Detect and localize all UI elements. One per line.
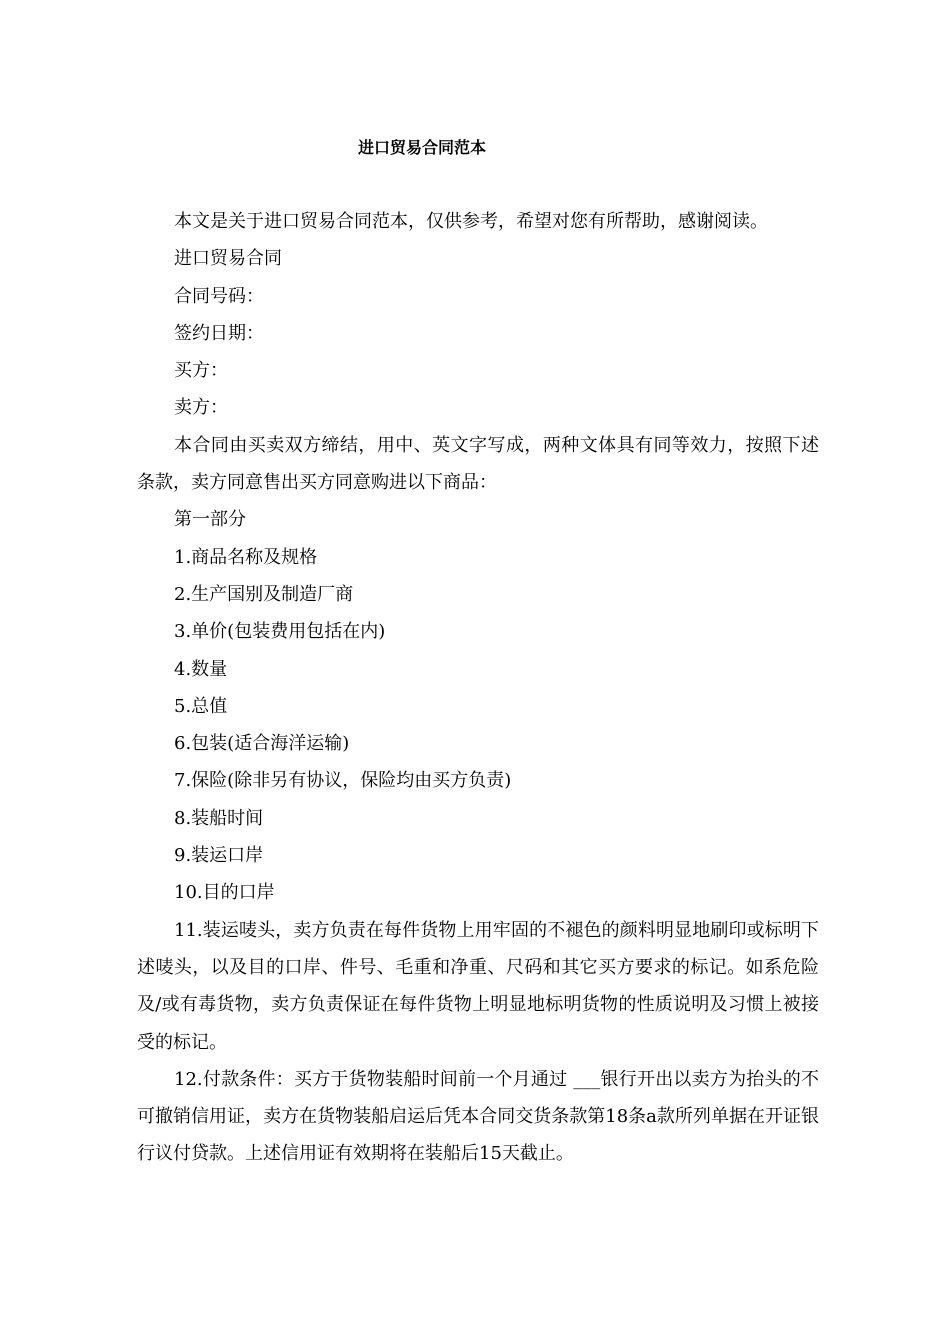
paragraph: 签约日期： (174, 322, 264, 344)
paragraph: 4.数量 (174, 658, 228, 680)
paragraph: 5.总值 (174, 695, 228, 717)
paragraph: 合同号码： (174, 285, 264, 307)
document-body (137, 203, 819, 1173)
paragraph: 进口贸易合同 (174, 248, 282, 270)
paragraph: 卖方： (174, 397, 228, 419)
paragraph: 9.装运口岸 (174, 845, 264, 867)
paragraph: 6.包装(适合海洋运输) (174, 733, 350, 755)
paragraph: 10.目的口岸 (174, 882, 275, 904)
paragraph: 本文是关于进口贸易合同范本，仅供参考，希望对您有所帮助，感谢阅读。 (174, 211, 768, 232)
paragraph: 7.保险(除非另有协议，保险均由买方负责) (174, 770, 512, 792)
paragraph: 11.装运唛头，卖方负责在每件货物上用牢固的不褪色的颜料明显地刷印或标明下述唛头，以及目的口岸、件号、毛重和净重、尺码和其它买方要求的标记。如系危险及/或有毒货物，卖方负责保证在每件货物上明显地标明货物的性质说明及习惯上被接受的标记。 (137, 919, 819, 1053)
paragraph: 第一部分 (174, 509, 246, 531)
paragraph: 1.商品名称及规格 (174, 546, 318, 568)
paragraph: 12.付款条件：买方于货物装船时间前一个月通过 ___银行开出以卖方为抬头的不可撤销信用证，卖方在货物装船启运后凭本合同交货条款第18条a款所列单据在开证银行议付贷款。上述信用证有效期将在装船后15天截止。 (137, 1068, 819, 1165)
paragraph: 2.生产国别及制造厂商 (174, 583, 354, 605)
document-title: 进口贸易合同范本 (357, 138, 486, 157)
paragraph: 本合同由买卖双方缔结，用中、英文字写成，两种文体具有同等效力，按照下述条款，卖方同意售出买方同意购进以下商品： (137, 434, 819, 494)
paragraph: 3.单价(包装费用包括在内) (174, 621, 386, 643)
paragraph: 买方： (174, 360, 228, 382)
paragraph: 8.装船时间 (174, 807, 264, 829)
